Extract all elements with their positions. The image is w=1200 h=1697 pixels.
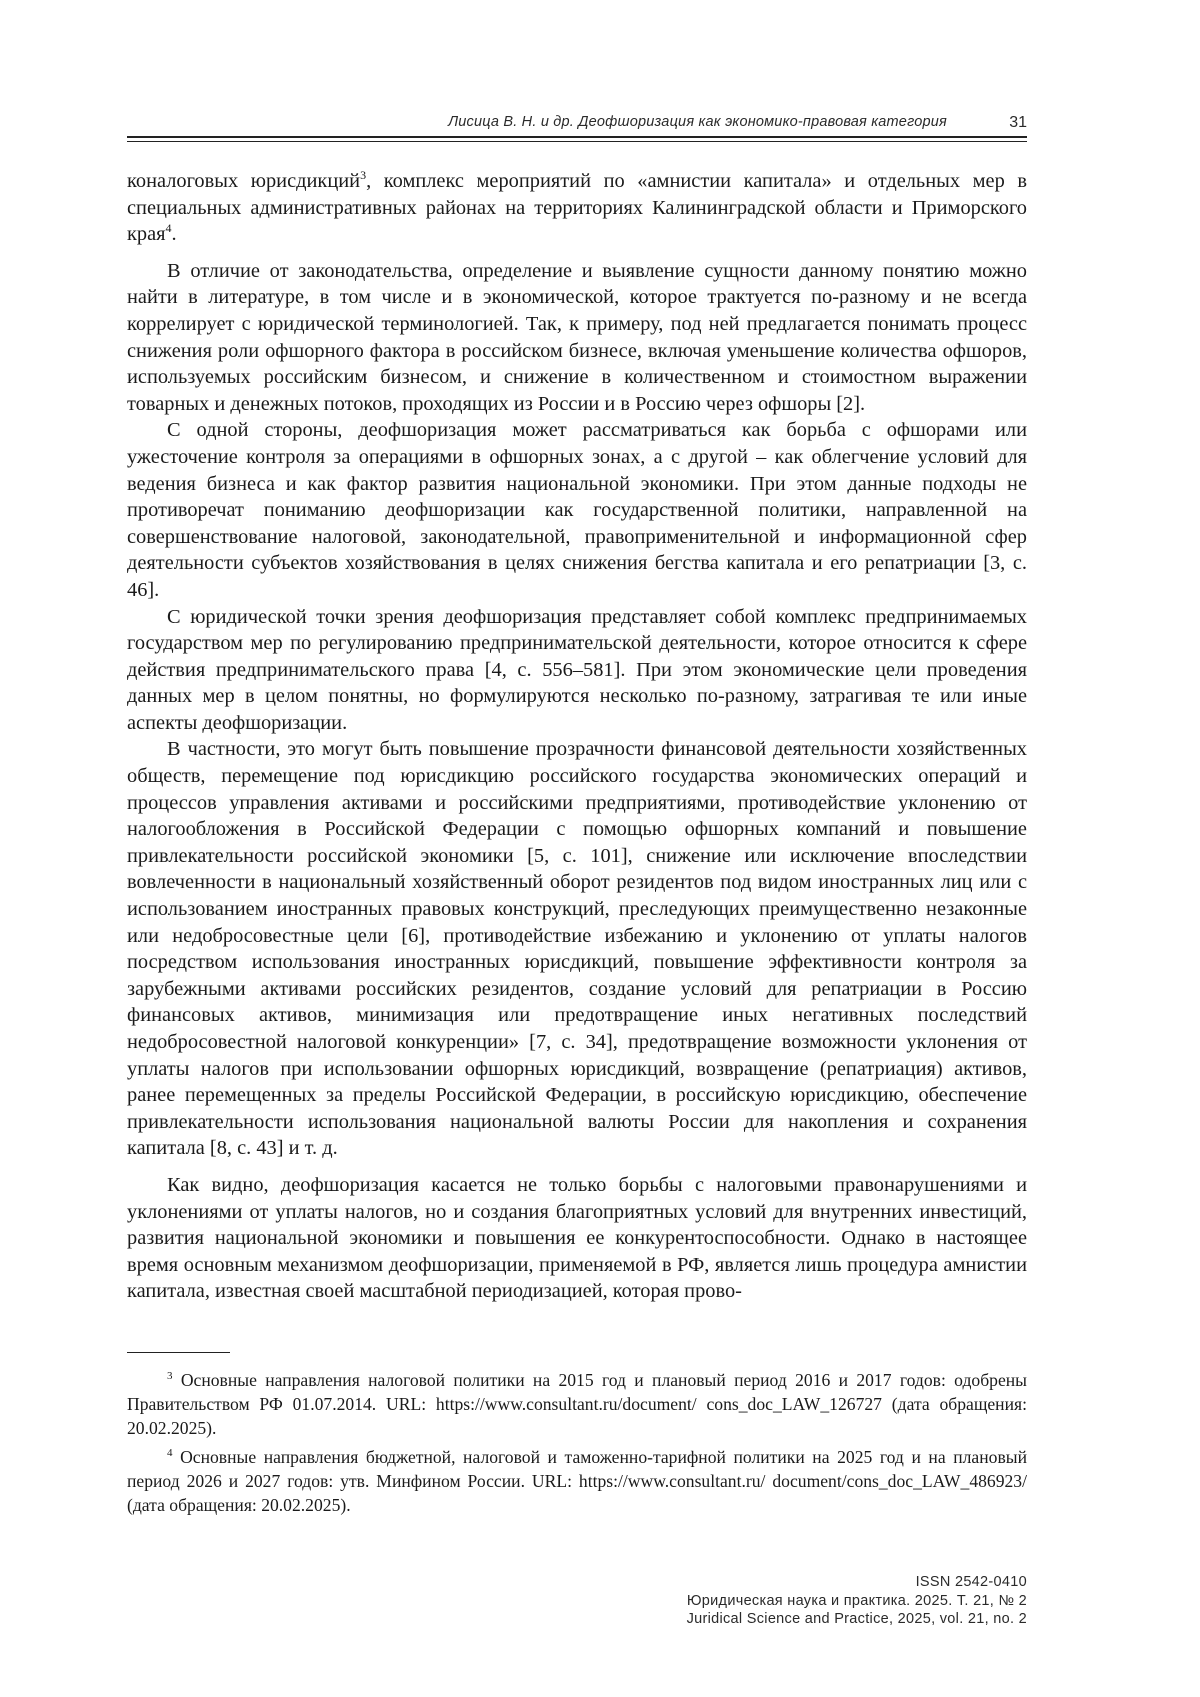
paragraph-5: Как видно, деофшоризация касается не только борьбы с налоговыми правонарушениями и уклонениями от уплаты налогов, но и создания благоприятных условий для внутренних инвестиций, развития национальной экономики и повышения ее конкурентоспособности. Однако в настоящее время основным механизмом деофшоризации, применяемой в РФ, является лишь процедура амнистии капитала, известная своей масштабной периодизацией, которая прово- bbox=[127, 1173, 1027, 1303]
paragraph-text: . bbox=[171, 223, 177, 246]
footnote-3 bbox=[127, 1368, 1027, 1440]
paragraph-3: С юридической точки зрения деофшоризация представляет собой комплекс предпринимаемых государством мер по регулированию предпринимательской деятельности, которое относится к сфере действия предпринимательского права [4, с. 556–581]. При этом экономические цели проведения данных мер в целом понятны, но формулируются несколько по-разному, затрагивая те или иные аспекты деофшоризации. bbox=[127, 605, 1027, 734]
running-header bbox=[127, 114, 1027, 136]
journal-citation-en: Juridical Science and Practice, 2025, vol. 21, no. 2 bbox=[686, 1611, 1027, 1627]
footnote-ref-4: 4 bbox=[165, 221, 172, 236]
header-rule-thick bbox=[127, 136, 1027, 138]
footnote-ref-3: 3 bbox=[360, 168, 367, 183]
article-body bbox=[127, 168, 1027, 1305]
issn: ISSN 2542-0410 bbox=[915, 1574, 1027, 1590]
paragraph-continuation bbox=[127, 168, 1027, 248]
footnote-separator bbox=[127, 1352, 230, 1353]
page-number: 31 bbox=[1009, 114, 1027, 131]
paragraph-text: , комплекс мероприятий по «амнистии капитала» и отдельных мер в специальных административных районах на территориях Калининградской области и Приморского края bbox=[127, 170, 1028, 246]
paragraph-2: С одной стороны, деофшоризация может рассматриваться как борьба с офшорами или ужесточение контроля за операциями в офшорных зонах, а с другой – как облегчение условий для ведения бизнеса и как фактор развития национальной экономики. При этом данные подходы не противоречат пониманию деофшоризации как государственной политики, направленной на совершенствование налоговой, законодательной, правоприменительной и информационной сфер деятельности субъектов хозяйствования в целях снижения бегства капитала и его репатриации [3, с. 46]. bbox=[127, 419, 1027, 601]
journal-citation-ru: Юридическая наука и практика. 2025. Т. 21, № 2 bbox=[686, 1592, 1027, 1609]
footnotes bbox=[127, 1368, 1027, 1522]
footnote-number: 3 bbox=[167, 1370, 173, 1383]
running-title: Лисица В. Н. и др. Деофшоризация как экономико-правовая категория bbox=[448, 114, 947, 130]
footnote-text: Основные направления бюджетной, налоговой и таможенно-тарифной политики на 2025 год и на плановый период 2026 и 2027 годов: утв. Минфином России. URL: https://www.consultant.ru/ document/cons_doc_LAW_486923/ (дата обращения: 20.02.2025). bbox=[127, 1447, 1027, 1515]
paragraph-4: В частности, это могут быть повышение прозрачности финансовой деятельности хозяйственных обществ, перемещение под юрисдикцию российского государства экономических операций и процессов управления активами и российскими предприятиями, противодействие уклонению от налогообложения в Российской Федерации с помощью офшорных компаний и повышение привлекательности российской экономики [5, с. 101], снижение или исключение впоследствии вовлеченности в национальный хозяйственный оборот резидентов под видом иностранных лиц или с использованием иностранных правовых конструкций, преследующих преимущественно незаконные или недобросовестные цели [6], противодействие избежанию и уклонению от уплаты налогов посредством использования иностранных юрисдикций, повышение эффективности контроля за зарубежными активами российских резидентов, создание условий для репатриации в Россию финансовых активов, минимизация или предотвращение иных негативных последствий недобросовестной налоговой конкуренции» [7, с. 34], предотвращение возможности уклонения от уплаты налогов при использовании офшорных юрисдикций, возвращение (репатриация) активов, ранее перемещенных за пределы Российской Федерации, в российскую юрисдикцию, обеспечение привлекательности использования национальной валюты России для накопления и сохранения капитала [8, с. 43] и т. д. bbox=[127, 738, 1027, 1160]
paragraph-1: В отличие от законодательства, определение и выявление сущности данному понятию можно найти в литературе, в том числе и в экономической, которое трактуется по-разному и не всегда коррелирует с юридической терминологией. Так, к примеру, под ней предлагается понимать процесс снижения роли офшорного фактора в российском бизнесе, включая уменьшение количества офшоров, используемых российским бизнесом, и снижение в количественном и стоимостном выражении товарных и денежных потоков, проходящих из России и в Россию через офшоры [2]. bbox=[127, 259, 1027, 415]
paragraph-text: коналоговых юрисдикций bbox=[127, 170, 361, 192]
footnote-4 bbox=[127, 1445, 1027, 1517]
footnote-number: 4 bbox=[167, 1447, 173, 1460]
header-rule-thin bbox=[127, 141, 1027, 142]
footnote-text: Основные направления налоговой политики на 2015 год и плановый период 2016 и 2017 годов: одобрены Правительством РФ 01.07.2014. URL: https://www.consultant.ru/document/ cons_doc_LAW_126727 (дата обращения: 20.02.2025). bbox=[127, 1370, 1027, 1438]
page-footer bbox=[687, 1573, 1027, 1629]
